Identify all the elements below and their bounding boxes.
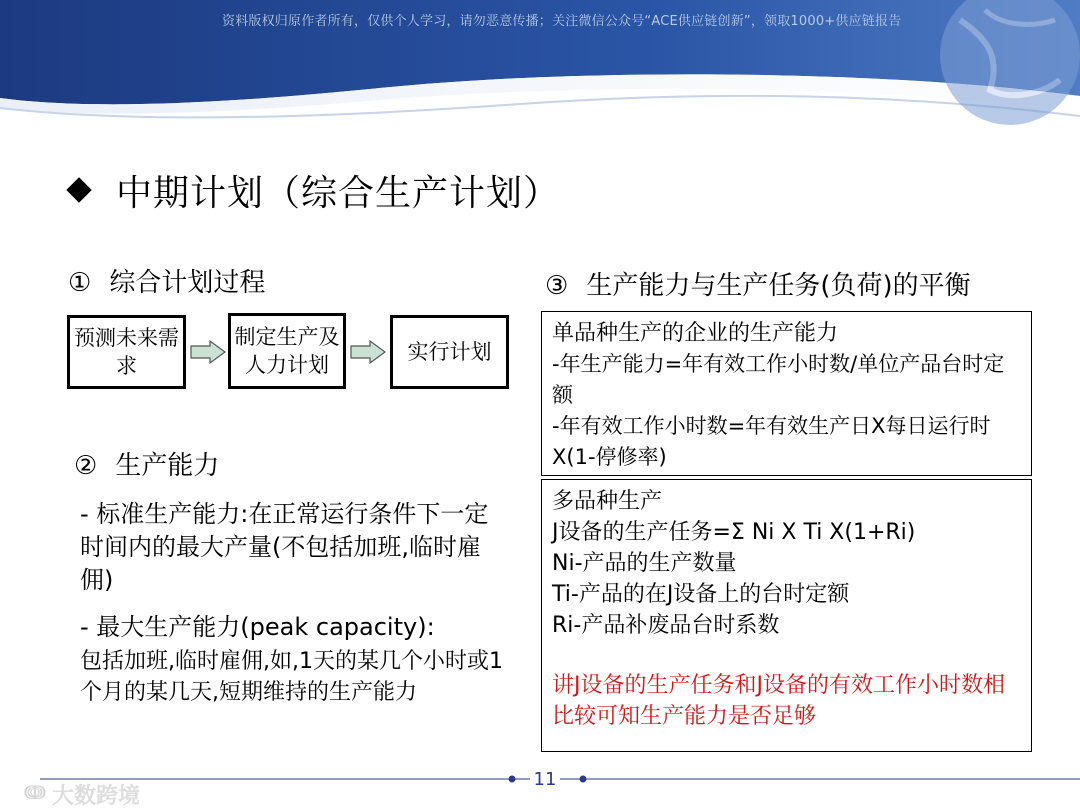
flow-step-plan: 制定生产及人力计划	[228, 313, 346, 389]
section2-number: ②	[74, 451, 98, 481]
flow-step-execute: 实行计划	[390, 315, 509, 389]
multi-product-ti: Ti-产品的在J设备上的台时定额	[552, 582, 850, 607]
flow-arrow-icon	[190, 340, 226, 364]
multi-product-ni: Ni-产品的生产数量	[552, 551, 737, 576]
logo-text: 大数跨境	[52, 784, 141, 809]
section1-number: ①	[68, 268, 92, 298]
section1-heading	[68, 262, 265, 299]
diamond-bullet-icon	[66, 177, 91, 202]
multi-product-ri: Ri-产品补废品台时系数	[552, 613, 780, 638]
multi-product-panel	[541, 479, 1032, 752]
page-title	[62, 166, 560, 214]
page-number: 11	[530, 769, 560, 790]
multi-product-title: 多品种生产	[552, 489, 663, 514]
peak-capacity-label: - 最大生产能力(peak capacity):	[80, 613, 435, 641]
flow-step-forecast: 预测未来需求	[67, 315, 186, 389]
footer-rule	[40, 773, 1080, 785]
section3-heading-text: 生产能力与生产任务(负荷)的平衡	[586, 271, 971, 301]
section3-heading	[545, 265, 971, 302]
peak-capacity-text: 包括加班,临时雇佣,如,1天的某几个小时或1个月的某几天,短期维持的生产能力	[80, 649, 503, 705]
section2-heading	[74, 445, 219, 482]
single-product-line1: -年生产能力=年有效工作小时数/单位产品台时定额	[552, 352, 1005, 407]
flow-arrow-icon	[350, 340, 386, 364]
single-product-line2: -年有效工作小时数=年有效生产日X每日运行时X(1-停修率)	[552, 414, 991, 469]
single-product-panel	[541, 311, 1032, 476]
section3-number: ③	[545, 271, 569, 301]
multi-product-formula: J设备的生产任务=Σ Ni X Ti X(1+Ri)	[552, 520, 916, 545]
title-text: 中期计划（综合生产计划）	[116, 172, 561, 214]
watermark-text: 资料版权归原作者所有，仅供个人学习，请勿恶意传播；关注微信公众号“ACE供应链创新”，领取1000+供应链报告	[222, 14, 902, 29]
section2-heading-text: 生产能力	[115, 451, 220, 481]
logo-icon: ↈ	[24, 780, 46, 804]
multi-product-note: 讲J设备的生产任务和J设备的有效工作小时数相比较可知生产能力是否足够	[552, 673, 1005, 729]
single-product-title: 单品种生产的企业的生产能力	[552, 321, 839, 346]
standard-capacity-text: - 标准生产能力:在正常运行条件下一定时间内的最大产量(不包括加班,临时雇佣)	[80, 500, 489, 594]
section1-heading-text: 综合计划过程	[109, 268, 266, 298]
